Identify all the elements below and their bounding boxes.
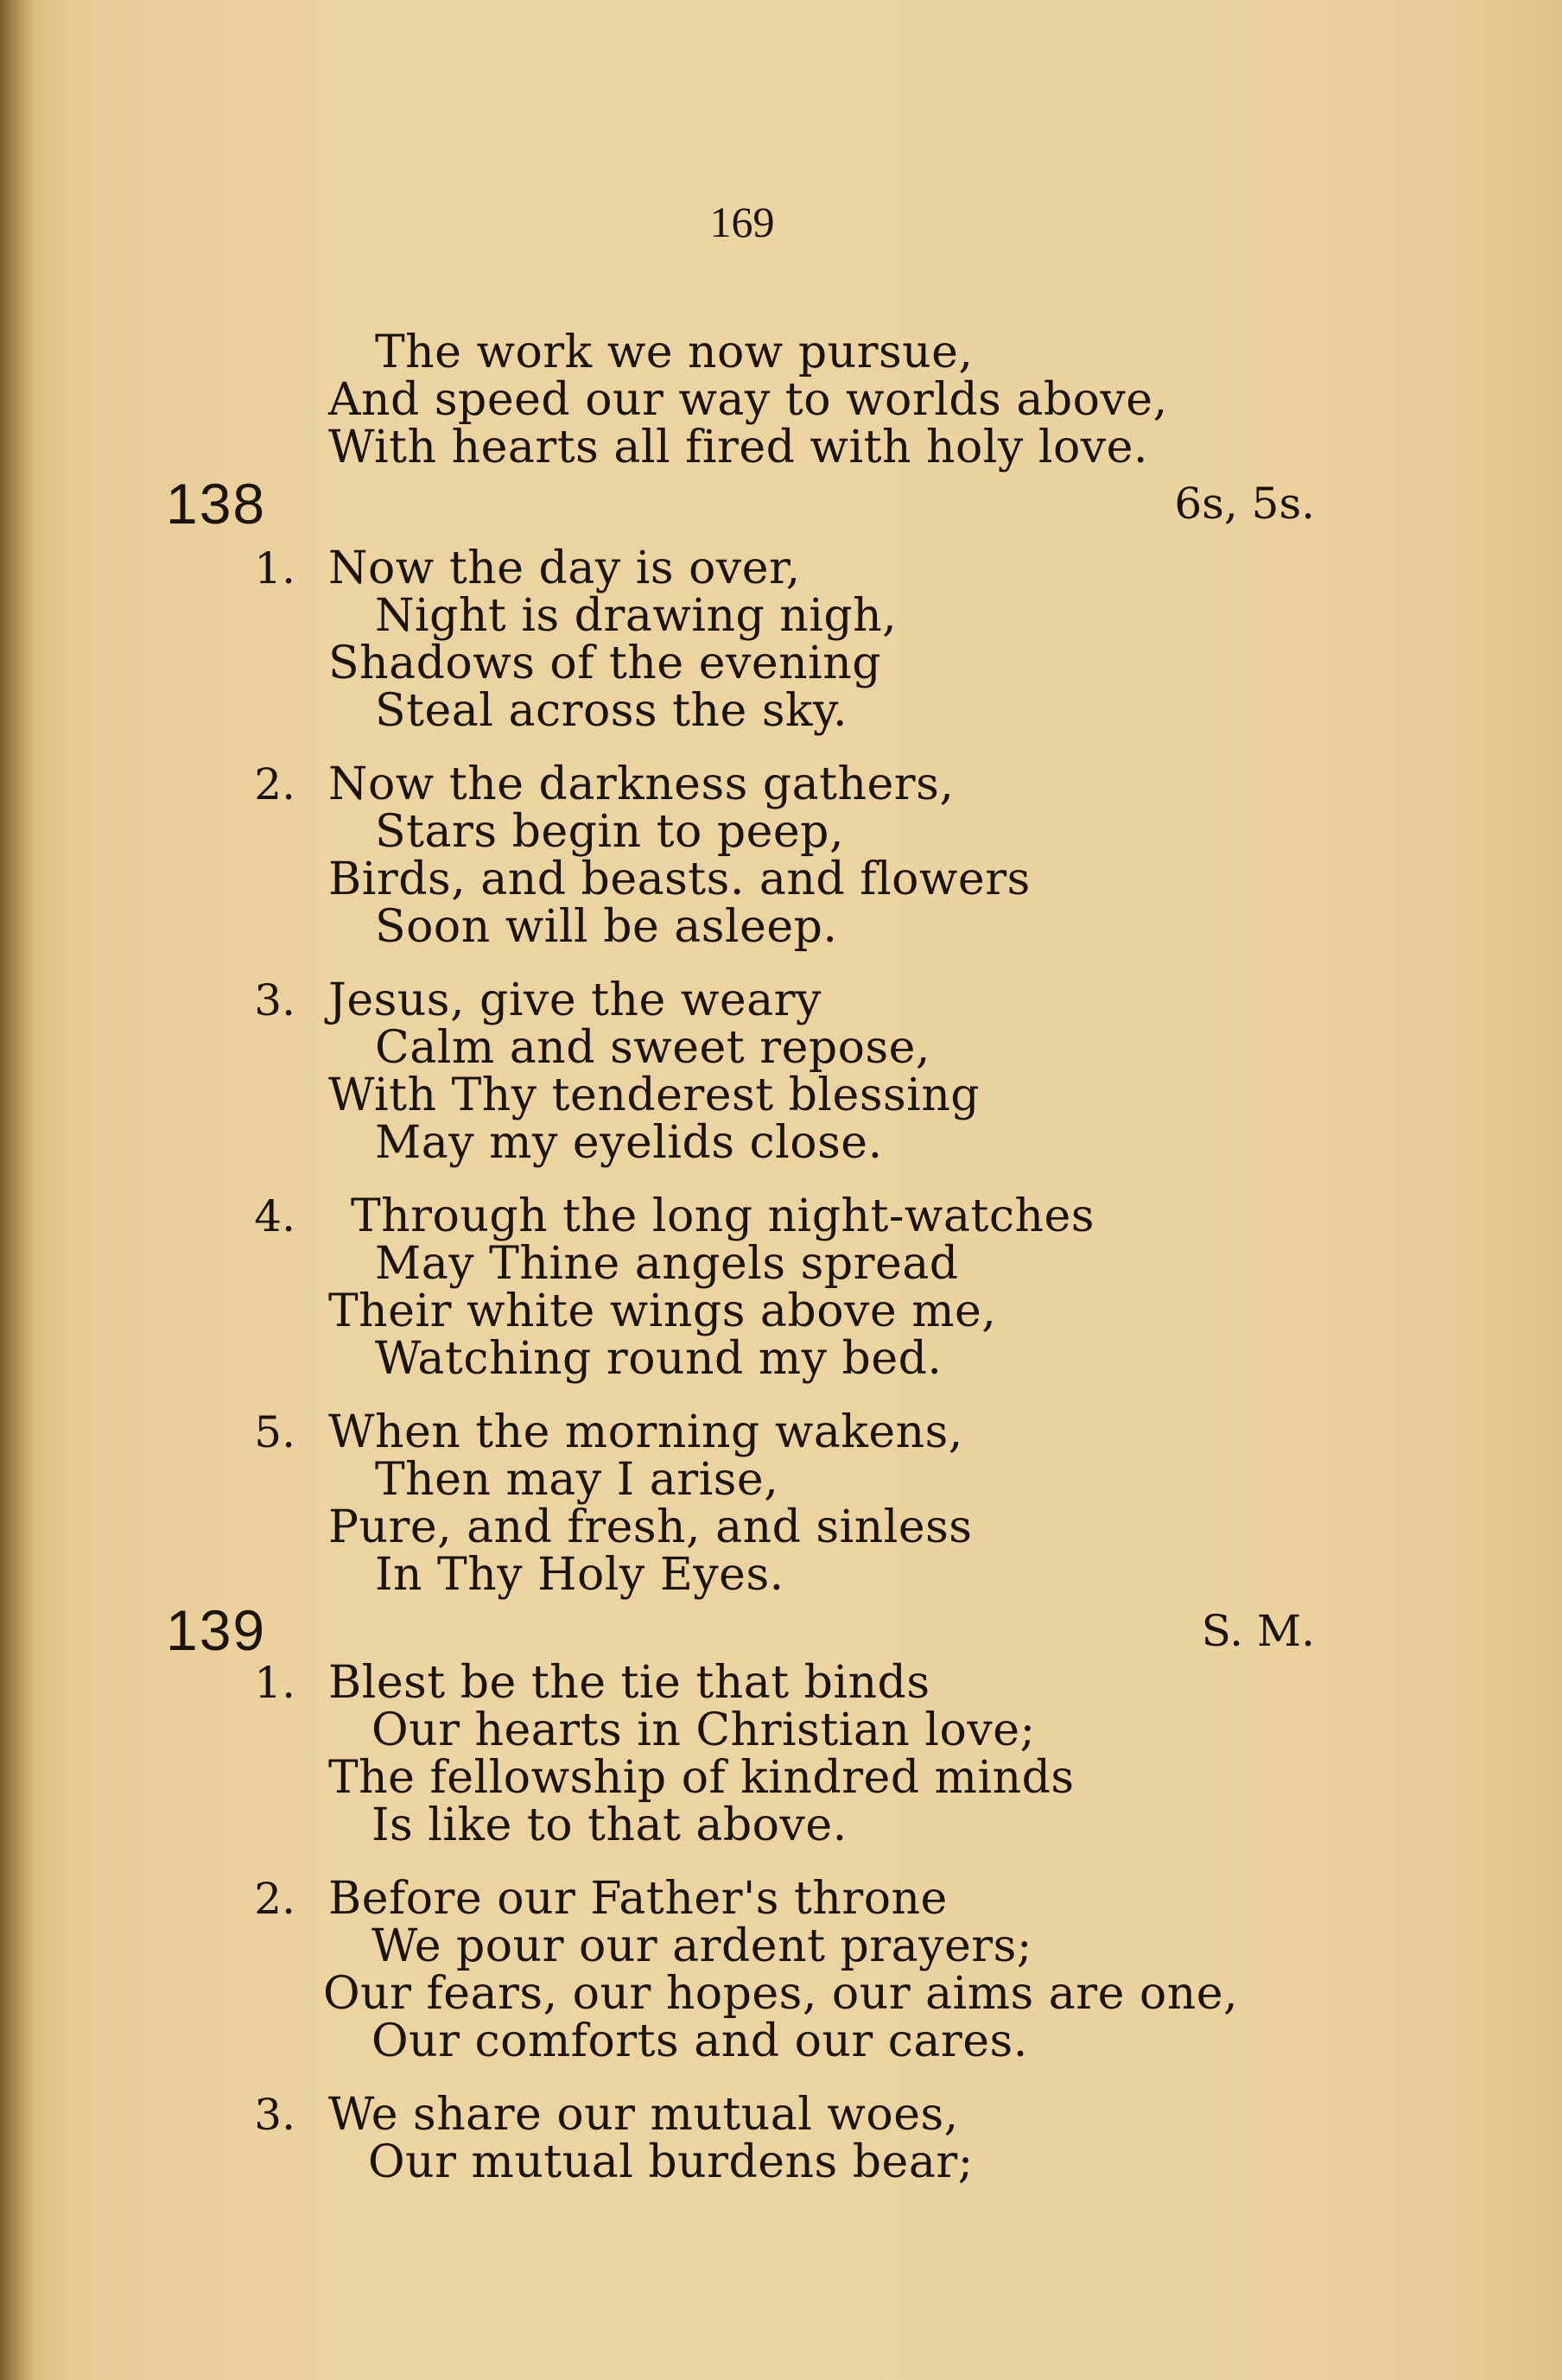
verse-line: Night is drawing nigh, (375, 590, 898, 642)
verse-line: Before our Father's throne (328, 1873, 948, 1925)
verse-line: Is like to that above. (371, 1799, 848, 1851)
verse-line: Then may I arise, (375, 1454, 779, 1506)
verse-line: Our comforts and our cares. (371, 2015, 1028, 2067)
verse-line: Stars begin to peep, (375, 806, 844, 858)
verse-line: Calm and sweet repose, (375, 1022, 930, 1074)
verse-number: 4. (254, 1191, 295, 1241)
verse-line: May my eyelids close. (375, 1117, 883, 1169)
verse-line: We pour our ardent prayers; (371, 1920, 1032, 1972)
verse-line: May Thine angels spread (375, 1238, 959, 1290)
verse-line: Now the darkness gathers, (328, 758, 955, 810)
verse-line: When the morning wakens, (328, 1406, 963, 1458)
book-spine-shadow (0, 0, 35, 2380)
verse-line: Watching round my bed. (375, 1333, 943, 1385)
continuation-line: And speed our way to worlds above, (328, 374, 1168, 426)
verse-line: Soon will be asleep. (375, 901, 838, 953)
verse-line: Our mutual burdens bear; (368, 2136, 974, 2188)
verse-line: Through the long night-watches (351, 1190, 1095, 1242)
verse-number: 1. (254, 1658, 295, 1708)
verse-number: 3. (254, 2090, 295, 2140)
verse-line: Jesus, give the weary (328, 974, 822, 1026)
continuation-line: With hearts all fired with holy love. (328, 422, 1148, 473)
page-number: 169 (709, 198, 775, 246)
verse-line: Now the day is over, (328, 543, 801, 594)
verse-number: 3. (254, 975, 295, 1025)
verse-line: Steal across the sky. (375, 685, 848, 737)
hymn-meter: S. M. (1201, 1606, 1315, 1656)
verse-line: Shadows of the evening (328, 638, 882, 689)
verse-line: In Thy Holy Eyes. (375, 1549, 784, 1601)
verse-number: 1. (254, 543, 295, 593)
verse-line: Pure, and fresh, and sinless (328, 1501, 973, 1553)
verse-number: 2. (254, 759, 295, 809)
hymn-number: 139 (166, 1598, 267, 1662)
verse-number: 2. (254, 1874, 295, 1924)
verse-line: Our fears, our hopes, our aims are one, (323, 1968, 1239, 2020)
hymn-meter: 6s, 5s. (1174, 479, 1315, 529)
verse-number: 5. (254, 1407, 295, 1457)
hymn-number: 138 (166, 472, 267, 536)
verse-line: Their white wings above me, (328, 1285, 997, 1337)
verse-line: Our hearts in Christian love; (371, 1704, 1036, 1756)
verse-line: Birds, and beasts. and flowers (328, 854, 1031, 905)
verse-line: The fellowship of kindred minds (328, 1752, 1075, 1804)
verse-line: With Thy tenderest blessing (328, 1069, 981, 1121)
verse-line: We share our mutual woes, (328, 2089, 959, 2141)
continuation-line: The work we now pursue, (375, 327, 974, 378)
verse-line: Blest be the tie that binds (328, 1657, 930, 1709)
